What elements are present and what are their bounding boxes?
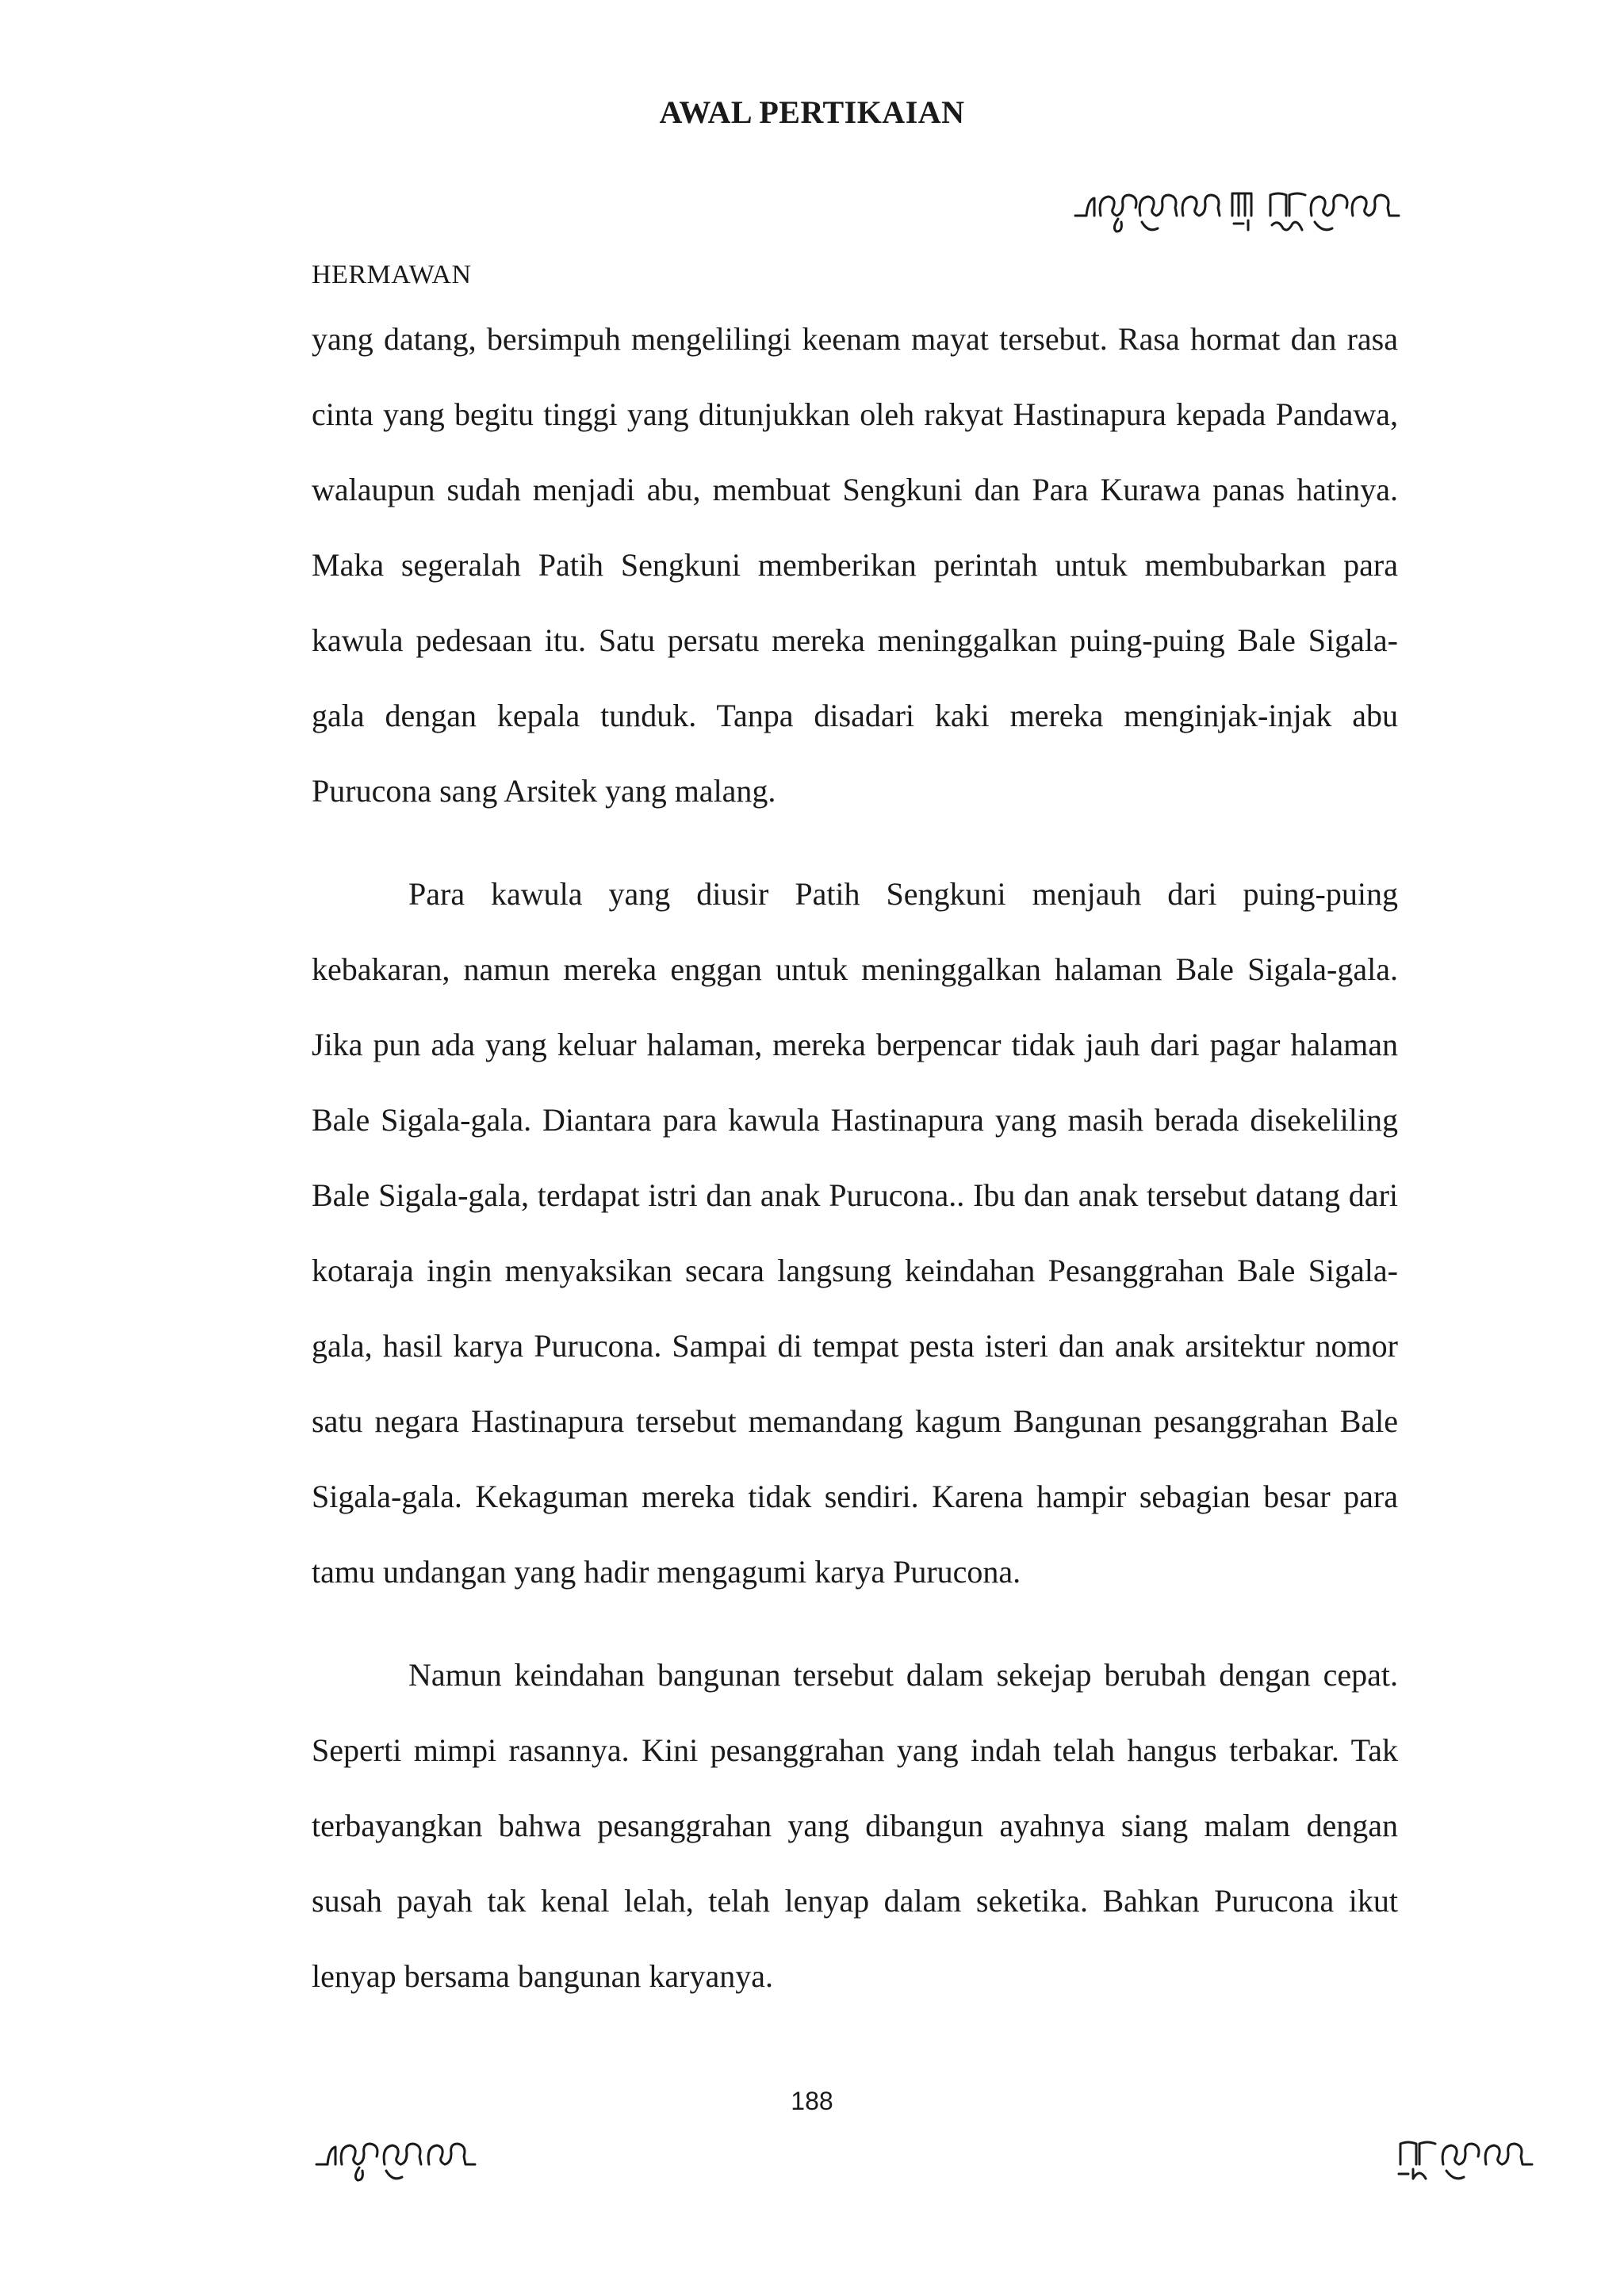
paragraph: Para kawula yang diusir Patih Sengkuni menjauh dari puing-puing kebakaran, namun mereka enggan untuk meninggalkan halaman Bale Sigala-gala. Jika pun ada yang keluar halaman, mereka berpencar tidak jauh dari pagar halaman Bale Sigala-gala. Diantara para kawula Hastinapura yang masih berada disekeliling Bale Sigala-gala, terdapat istri dan anak Purucona.. Ibu dan anak tersebut datang dari kotaraja ingin menyaksikan secara langsung keindahan Pesanggrahan Bale Sigala-gala, hasil karya Purucona. Sampai di tempat pesta isteri dan anak arsitektur nomor satu negara Hastinapura tersebut memandang kagum Bangunan pesanggrahan Bale Sigala-gala. Kekaguman mereka tidak sendiri. Karena hampir sebagian besar para tamu undangan yang hadir mengagumi karya Purucona. [312,876,1398,1590]
chapter-title: AWAL PERTIKAIAN [659,94,965,130]
author-name: HERMAWAN [312,260,472,289]
javanese-script-right-icon [1396,2133,1554,2187]
page-number: 188 [791,2087,833,2115]
body-text [312,301,1398,2014]
javanese-script-left-icon [312,2133,502,2187]
paragraph: yang datang, bersimpuh mengelilingi keenam mayat tersebut. Rasa hormat dan rasa cinta yang begitu tinggi yang ditunjukkan oleh rakyat Hastinapura kepada Pandawa, walaupun sudah menjadi abu, membuat Sengkuni dan Para Kurawa panas hatinya. Maka segeralah Patih Sengkuni memberikan perintah untuk membubarkan para kawula pedesaan itu. Satu persatu mereka meninggalkan puing-puing Bale Sigala-gala dengan kepala tunduk. Tanpa disadari kaki mereka menginjak-injak abu Purucona sang Arsitek yang malang. [312,321,1398,809]
javanese-script-heading-icon [1071,184,1419,238]
paragraph: Namun keindahan bangunan tersebut dalam sekejap berubah dengan cepat. Seperti mimpi rasannya. Kini pesanggrahan yang indah telah hangus terbakar. Tak terbayangkan bahwa pesanggrahan yang dibangun ayahnya siang malam dengan susah payah tak kenal lelah, telah lenyap dalam seketika. Bahkan Purucona ikut lenyap bersama bangunan karyanya. [312,1657,1398,1994]
